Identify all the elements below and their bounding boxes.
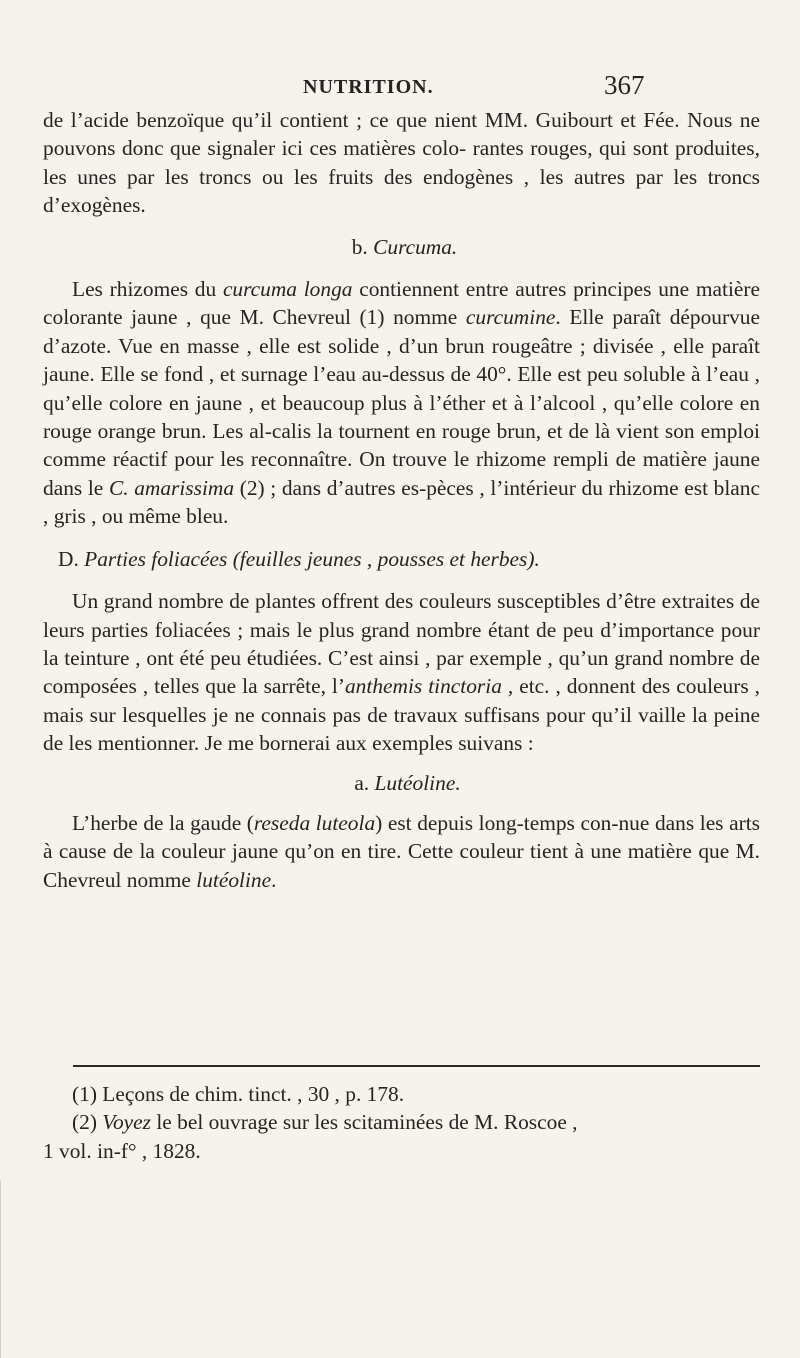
paragraph-continuation [43,106,760,220]
heading-letter: D. [58,546,79,571]
heading-letter: a. [354,770,370,795]
text-line: de l’acide benzoïque qu’il contient ; ce que nient MM. Guibourt [43,108,613,132]
heading-title: Lutéoline. [374,770,461,795]
section-heading-parties-foliacees [43,545,760,573]
heading-subtitle: (feuilles jeunes , pousses et herbes). [232,546,540,571]
italic-term: lutéoline [196,867,272,892]
heading-letter: b. [351,234,368,259]
text-line: fruits des endogènes , les autres par les troncs d’exogènes. [43,164,760,218]
text-run: , etc. , donnent des couleurs , mais sur lesquelles je ne connais pas de travaux suffisans pour qu’il vaille la peine de les mentionner. Je me bornerai aux exemples suivans : [43,674,760,756]
text-run: Un grand nombre de plantes offrent des couleurs susceptibles d’être extraites de leurs parties foliacées ; mais le plus grand nombre étant de peu d’importance pour la teinture , ont été peu étudiées. C’est ainsi , par exemple , qu’un grand nombre de composées , telles que la sarrête, l’ [43,589,760,699]
paragraph-luteoline [43,809,760,894]
italic-term: Voyez [102,1110,151,1135]
section-heading-luteoline [43,769,760,797]
text-run: ) est depuis long-temps con-nue dans les arts à cause de la couleur jaune qu’on en tire. Cette couleur tient à une matière que M. Chevreul nomme [43,810,760,892]
text-run: . Elle paraît dépourvue d’azote. Vue en masse , elle est solide , d’un brun rougeâtre ; divisée , elle paraît jaune. Elle se fond , et surnage l’eau au-dessus de 40°. Elle est peu soluble à l’eau , qu’elle colore en jaune , et beaucoup plus à l’éther et à l’alcool , qu’elle colore en rouge orange brun. Les al-calis la tournent en rouge brun, et de là vient son emploi comme réactif pour les reconnaître. On trouve le rhizome rempli de matière jaune dans le [43,305,760,500]
footnote-divider [73,1065,760,1067]
italic-term: curcumine [465,305,556,330]
text-line: et Fée. Nous ne pouvons donc que signaler ici ces matières colo- [43,108,760,161]
italic-term: curcuma longa [222,277,353,302]
footnote-2-continuation: 1 vol. in-f° , 1828. [43,1138,201,1163]
italic-term: anthemis tinctoria [344,674,502,699]
text-run: (2) ; dans d’autres es-pèces , l’intérieur du rhizome est blanc , gris , ou même bleu. [43,475,760,529]
section-heading-curcuma [43,233,760,261]
italic-term: reseda luteola [253,810,376,835]
body-text [43,106,760,894]
page-number: 367 [604,70,645,100]
running-title: NUTRITION. [303,76,434,98]
text-run: le bel ouvrage sur les scitaminées de M. Roscoe , [151,1110,578,1135]
footnotes [43,1080,760,1165]
page-header [0,66,800,106]
text-run: contiennent entre autres principes une matière colorante jaune , que M. Chevreul (1) nomme [43,277,760,330]
page-edge-mark [0,1180,11,1358]
footnote-number: (2) [72,1110,103,1135]
footnote-2 [43,1108,760,1136]
heading-title: Parties foliacées [84,546,228,571]
italic-term: C. amarissima [108,475,235,500]
text-run: L’herbe de la gaude ( [72,810,254,835]
paragraph-parties-foliacees [43,587,760,757]
footnote-1: (1) Leçons de chim. tinct. , 30 , p. 178. [72,1082,405,1106]
paragraph-curcumine [43,275,760,531]
text-run: Les rhizomes du [72,277,223,302]
text-run: . [271,867,277,892]
text-line: rantes rouges, qui sont produites, les unes par les troncs ou les [43,136,760,189]
heading-title: Curcuma. [373,234,458,259]
